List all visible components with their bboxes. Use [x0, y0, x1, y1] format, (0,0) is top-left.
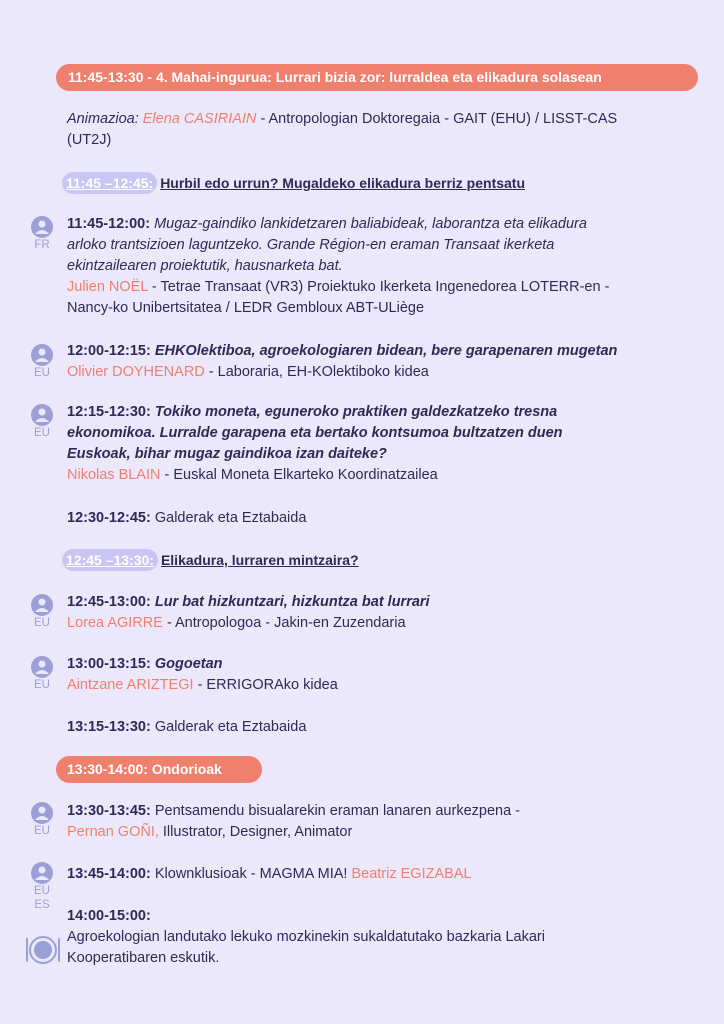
speaker-name: Olivier DOYHENARD	[67, 364, 205, 380]
user-icon	[30, 344, 54, 366]
speaker-badge	[28, 344, 56, 380]
talk-title: Tokiko moneta, eguneroko praktiken galdezkatzeko tresna	[154, 404, 558, 420]
session-title: Elikadura, lurraren mintzaira?	[160, 552, 359, 568]
item-time: 13:30-13:45:	[67, 803, 151, 819]
language-label: EU	[34, 885, 50, 897]
speaker-name: Nikolas BLAIN	[67, 467, 161, 483]
language-label: EU	[34, 367, 50, 379]
talk-item	[67, 402, 697, 486]
talk-title: Gogoetan	[154, 656, 223, 672]
speaker-badge	[28, 656, 56, 692]
talk-item	[67, 214, 697, 319]
animator-block	[67, 109, 697, 151]
qa-item	[67, 717, 697, 738]
animator-role-cont: (UT2J)	[67, 132, 112, 148]
speaker-name: Beatriz EGIZABAL	[351, 866, 472, 882]
talk-title-cont: ekonomikoa. Lurralde garapena eta bertako kontsumoa bultzatzen duen	[67, 425, 563, 441]
language-label: EU	[34, 427, 50, 439]
speaker-role: - ERRIGORAko kidea	[197, 677, 338, 693]
user-icon	[30, 404, 54, 426]
lunch-item	[67, 906, 697, 969]
talk-time: 13:00-13:15:	[67, 656, 151, 672]
user-icon	[30, 594, 54, 616]
item-text: Klownklusioak - MAGMA MIA!	[154, 866, 348, 882]
conclusion-item	[67, 864, 697, 885]
user-icon	[30, 862, 54, 884]
user-icon	[30, 216, 54, 238]
language-label: EU	[34, 617, 50, 629]
conclusion-item	[67, 801, 697, 843]
speaker-badge	[28, 404, 56, 440]
speaker-role: - Antropologoa - Jakin-en Zuzendaria	[166, 615, 406, 631]
lunch-time: 14:00-15:00:	[67, 908, 151, 924]
lunch-text: Agroekologian landutako lekuko mozkinekin sukaldatutako bazkaria Lakari	[67, 929, 545, 945]
item-time: 13:45-14:00:	[67, 866, 151, 882]
qa-time: 13:15-13:30:	[67, 719, 151, 735]
talk-title: Lur bat hizkuntzari, hizkuntza bat lurrari	[154, 594, 430, 610]
session-heading	[62, 172, 525, 194]
talk-title-cont: ekintzailearen proiektutik, hausnarketa bat.	[67, 258, 343, 274]
speaker-role: - Euskal Moneta Elkarteko Koordinatzailea	[164, 467, 438, 483]
talk-title-cont: Euskoak, bihar mugaz gaindikoa izan daiteke?	[67, 446, 387, 462]
talk-time: 12:00-12:15:	[67, 343, 151, 359]
qa-text: Galderak eta Eztabaida	[154, 719, 307, 735]
animator-role: - Antropologian Doktoregaia - GAIT (EHU) / LISST-CAS	[260, 111, 618, 127]
speaker-badge	[28, 862, 56, 912]
talk-title: Mugaz-gaindiko lankidetzaren baliabideak, laborantza eta elikadura	[154, 216, 587, 232]
qa-item	[67, 508, 697, 529]
session-time: 12:45 –13:30:	[62, 549, 158, 571]
language-label: FR	[34, 239, 50, 251]
talk-title: EHKOlektiboa, agroekologiaren bidean, bere garapenaren mugetan	[154, 343, 618, 359]
speaker-role-cont: Nancy-ko Unibertsitatea / LEDR Gembloux ABT-ULiège	[67, 300, 425, 316]
speaker-role: - Tetrae Transaat (VR3) Proiektuko Ikerketa Ingenedorea LOTERR-en -	[151, 279, 610, 295]
speaker-badge	[28, 216, 56, 252]
item-text: Pentsamendu bisualarekin eraman lanaren aurkezpena -	[154, 803, 521, 819]
panel-header: 11:45-13:30 - 4. Mahai-ingurua: Lurrari bizia zor: lurraldea eta elikadura solasean	[56, 64, 698, 91]
lunch-text-cont: Kooperatibaren eskutik.	[67, 950, 220, 966]
speaker-badge	[28, 802, 56, 838]
speaker-name: Lorea AGIRRE	[67, 615, 163, 631]
conclusions-header: 13:30-14:00: Ondorioak	[56, 756, 262, 783]
speaker-role: Illustrator, Designer, Animator	[162, 824, 353, 840]
speaker-name: Julien NOËL	[67, 279, 148, 295]
qa-text: Galderak eta Eztabaida	[154, 510, 307, 526]
language-label: EU	[34, 679, 50, 691]
talk-time: 12:15-12:30:	[67, 404, 151, 420]
talk-time: 12:45-13:00:	[67, 594, 151, 610]
animation-label: Animazioa:	[67, 111, 139, 127]
animator-name: Elena CASIRIAIN	[142, 111, 257, 127]
qa-time: 12:30-12:45:	[67, 510, 151, 526]
plate-icon	[24, 935, 62, 965]
language-label: EU	[34, 825, 50, 837]
talk-title-cont: arloko trantsizioen laguntzeko. Grande Région-en eraman Transaat ikerketa	[67, 237, 555, 253]
session-time: 11:45 –12:45:	[62, 172, 157, 194]
speaker-name: Pernan GOÑI,	[67, 824, 159, 840]
session-title: Hurbil edo urrun? Mugaldeko elikadura berriz pentsatu	[160, 175, 526, 191]
speaker-name: Aintzane ARIZTEGI	[67, 677, 194, 693]
user-icon	[30, 656, 54, 678]
talk-item	[67, 654, 697, 696]
talk-item	[67, 341, 697, 383]
lunch-badge	[24, 935, 62, 965]
language-label: ES	[34, 899, 50, 911]
user-icon	[30, 802, 54, 824]
talk-time: 11:45-12:00:	[67, 216, 151, 232]
talk-item	[67, 592, 697, 634]
speaker-role: - Laboraria, EH-KOlektiboko kidea	[208, 364, 429, 380]
speaker-badge	[28, 594, 56, 630]
session-heading	[62, 549, 359, 571]
